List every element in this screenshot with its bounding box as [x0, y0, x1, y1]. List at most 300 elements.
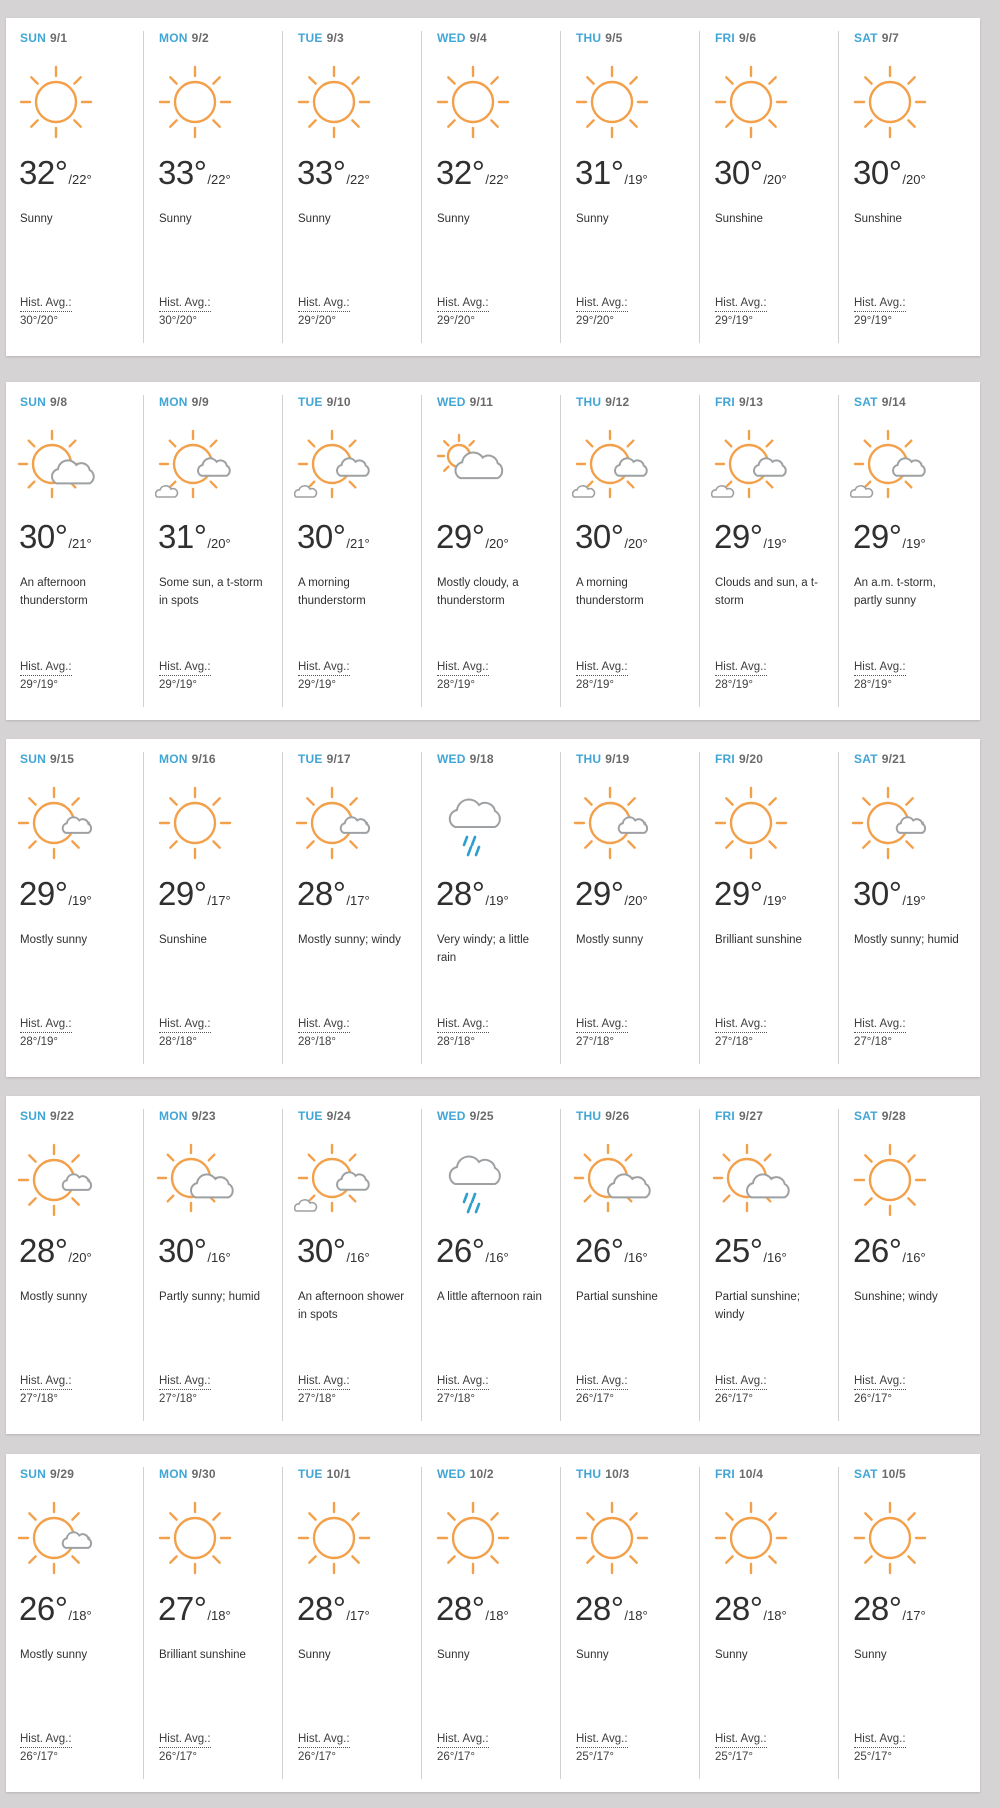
day-of-week: MON	[159, 752, 188, 766]
high-temp: 30°	[575, 518, 624, 555]
mostly-sunny-icon	[572, 783, 654, 865]
hist-avg-value: 27°/18°	[576, 1036, 614, 1048]
day-date: 9/29	[49, 1467, 75, 1481]
day-date: 9/23	[191, 1109, 216, 1123]
historical-average	[854, 296, 906, 330]
hist-avg-value: 26°/17°	[576, 1393, 614, 1405]
high-temp: 26°	[853, 1232, 902, 1269]
high-temp: 30°	[853, 875, 902, 912]
day-card[interactable]	[562, 1454, 701, 1792]
day-date: 9/28	[881, 1109, 906, 1123]
day-of-week: WED	[437, 752, 466, 766]
day-card[interactable]	[562, 739, 701, 1077]
day-divider	[282, 395, 283, 707]
temperature	[297, 1232, 370, 1270]
temperature	[297, 154, 370, 192]
low-temp: /22°	[68, 172, 92, 187]
hist-avg-value: 29°/19°	[159, 679, 197, 691]
weather-phrase: Sunny	[437, 1649, 470, 1661]
day-date: 9/27	[738, 1109, 764, 1123]
temperature	[19, 518, 92, 556]
weather-phrase: Partial sunshine; windy	[715, 1291, 801, 1321]
high-temp: 26°	[436, 1232, 485, 1269]
high-temp: 28°	[575, 1590, 624, 1627]
day-date: 9/19	[605, 752, 630, 766]
hist-avg-value: 28°/19°	[437, 679, 475, 691]
high-temp: 33°	[158, 154, 207, 191]
low-temp: /20°	[485, 536, 509, 551]
hist-avg-label[interactable]: Hist. Avg.:	[576, 1374, 628, 1390]
day-header	[576, 31, 623, 45]
weather-phrase: A morning thunderstorm	[298, 577, 366, 607]
low-temp: /19°	[902, 536, 926, 551]
day-of-week: TUE	[298, 31, 323, 45]
day-header	[159, 31, 209, 45]
temperature	[158, 1232, 231, 1270]
day-header	[20, 1467, 74, 1481]
day-date: 9/26	[605, 1109, 630, 1123]
day-of-week: SUN	[20, 1109, 46, 1123]
hist-avg-label[interactable]: Hist. Avg.:	[159, 296, 211, 312]
sun-icon	[433, 62, 515, 144]
hist-avg-value: 26°/17°	[437, 1751, 475, 1763]
day-divider	[560, 1467, 561, 1779]
weather-phrase: An afternoon thunderstorm	[20, 577, 88, 607]
hist-avg-label[interactable]: Hist. Avg.:	[576, 1732, 628, 1748]
week-row	[6, 1454, 980, 1792]
low-temp: /17°	[207, 893, 231, 908]
sun-icon	[155, 1498, 237, 1580]
weather-phrase: Partly sunny; humid	[159, 1291, 260, 1303]
temperature	[714, 154, 787, 192]
hist-avg-label[interactable]: Hist. Avg.:	[159, 1017, 211, 1033]
hist-avg-label[interactable]: Hist. Avg.:	[298, 1017, 350, 1033]
day-header	[159, 1467, 216, 1481]
day-of-week: FRI	[715, 1109, 735, 1123]
hist-avg-label[interactable]: Hist. Avg.:	[437, 296, 489, 312]
weather-phrase: Sunny	[298, 1649, 331, 1661]
temperature	[575, 1590, 648, 1628]
day-card[interactable]	[284, 1454, 423, 1792]
day-header	[298, 752, 351, 766]
hist-avg-label[interactable]: Hist. Avg.:	[298, 1732, 350, 1748]
sun-icon	[850, 62, 932, 144]
hist-avg-value: 26°/17°	[715, 1393, 753, 1405]
weather-phrase: Brilliant sunshine	[715, 934, 802, 946]
weather-phrase: Some sun, a t-storm in spots	[159, 577, 263, 607]
hist-avg-label[interactable]: Hist. Avg.:	[854, 296, 906, 312]
high-temp: 29°	[158, 875, 207, 912]
historical-average	[159, 1374, 211, 1408]
temperature	[158, 154, 231, 192]
day-header	[715, 1109, 763, 1123]
hist-avg-label[interactable]: Hist. Avg.:	[298, 296, 350, 312]
hist-avg-label[interactable]: Hist. Avg.:	[20, 296, 72, 312]
weather-phrase: Sunshine	[159, 934, 207, 946]
day-card[interactable]	[145, 18, 284, 356]
day-card[interactable]	[6, 1096, 145, 1434]
hist-avg-label[interactable]: Hist. Avg.:	[854, 1732, 906, 1748]
hist-avg-label[interactable]: Hist. Avg.:	[715, 1374, 767, 1390]
day-divider	[699, 752, 700, 1064]
day-of-week: MON	[159, 395, 188, 409]
historical-average	[298, 1017, 350, 1051]
low-temp: /19°	[763, 893, 787, 908]
day-divider	[143, 31, 144, 343]
day-divider	[421, 395, 422, 707]
historical-average	[854, 1732, 906, 1766]
day-date: 9/16	[191, 752, 216, 766]
low-temp: /20°	[763, 172, 787, 187]
day-of-week: TUE	[298, 1109, 323, 1123]
high-temp: 26°	[19, 1590, 68, 1627]
high-temp: 29°	[575, 875, 624, 912]
high-temp: 30°	[297, 518, 346, 555]
hist-avg-label[interactable]: Hist. Avg.:	[20, 1374, 72, 1390]
day-of-week: SAT	[854, 395, 878, 409]
day-header	[854, 395, 906, 409]
high-temp: 26°	[575, 1232, 624, 1269]
hist-avg-label[interactable]: Hist. Avg.:	[437, 1017, 489, 1033]
hist-avg-label[interactable]: Hist. Avg.:	[437, 1732, 489, 1748]
temperature	[714, 875, 787, 913]
high-temp: 30°	[853, 154, 902, 191]
day-date: 9/15	[49, 752, 75, 766]
temperature	[575, 1232, 648, 1270]
day-of-week: THU	[576, 31, 602, 45]
day-date: 9/22	[49, 1109, 75, 1123]
hist-avg-label[interactable]: Hist. Avg.:	[854, 1017, 906, 1033]
sun-cloud-icon	[572, 1140, 654, 1222]
temperature	[436, 154, 509, 192]
day-divider	[282, 1109, 283, 1421]
day-of-week: SUN	[20, 31, 46, 45]
hist-avg-label[interactable]: Hist. Avg.:	[298, 1374, 350, 1390]
hist-avg-label[interactable]: Hist. Avg.:	[715, 1732, 767, 1748]
day-card[interactable]	[423, 18, 562, 356]
weather-phrase: Sunny	[854, 1649, 887, 1661]
day-card[interactable]	[6, 739, 145, 1077]
week-row	[6, 1096, 980, 1434]
hist-avg-label[interactable]: Hist. Avg.:	[715, 296, 767, 312]
day-divider	[838, 1467, 839, 1779]
day-of-week: TUE	[298, 1467, 323, 1481]
weather-phrase: Mostly sunny	[20, 1649, 88, 1661]
temperature	[575, 518, 648, 556]
day-card[interactable]	[840, 1454, 979, 1792]
weather-phrase: Sunny	[715, 1649, 748, 1661]
day-card[interactable]	[562, 1096, 701, 1434]
hist-avg-label[interactable]: Hist. Avg.:	[437, 660, 489, 676]
high-temp: 33°	[297, 154, 346, 191]
day-header	[298, 1109, 351, 1123]
day-header	[298, 395, 351, 409]
day-header	[715, 31, 756, 45]
hist-avg-value: 26°/17°	[298, 1751, 336, 1763]
day-card[interactable]	[840, 382, 979, 720]
hist-avg-label[interactable]: Hist. Avg.:	[576, 660, 628, 676]
day-card[interactable]	[423, 1096, 562, 1434]
high-temp: 31°	[575, 154, 624, 191]
weather-phrase: Very windy; a little rain	[437, 934, 530, 964]
day-divider	[560, 395, 561, 707]
mostly-sunny-icon	[16, 1498, 98, 1580]
rain-icon	[433, 1140, 515, 1222]
day-divider	[143, 752, 144, 1064]
day-divider	[143, 1109, 144, 1421]
temperature	[575, 875, 648, 913]
day-header	[437, 752, 494, 766]
high-temp: 31°	[158, 518, 207, 555]
rain-icon	[433, 783, 515, 865]
high-temp: 28°	[714, 1590, 763, 1627]
temperature	[297, 875, 370, 913]
day-divider	[282, 1467, 283, 1779]
day-divider	[699, 1109, 700, 1421]
mostly-sunny-icon	[16, 1140, 98, 1222]
day-of-week: SAT	[854, 752, 878, 766]
day-divider	[560, 1109, 561, 1421]
day-card[interactable]	[145, 1454, 284, 1792]
day-date: 9/1	[49, 31, 68, 45]
day-of-week: THU	[576, 1109, 602, 1123]
week-row	[6, 18, 980, 356]
day-header	[576, 395, 629, 409]
day-card[interactable]	[701, 739, 840, 1077]
hist-avg-label[interactable]: Hist. Avg.:	[576, 1017, 628, 1033]
hist-avg-value: 27°/18°	[298, 1393, 336, 1405]
day-card[interactable]	[6, 1454, 145, 1792]
day-card[interactable]	[284, 739, 423, 1077]
weather-phrase: An a.m. t-storm, partly sunny	[854, 577, 936, 607]
day-of-week: WED	[437, 1467, 466, 1481]
day-of-week: WED	[437, 1109, 466, 1123]
hist-avg-value: 29°/20°	[437, 315, 475, 327]
day-card[interactable]	[423, 1454, 562, 1792]
high-temp: 30°	[158, 1232, 207, 1269]
day-date: 9/12	[605, 395, 630, 409]
weather-phrase: Sunny	[159, 213, 192, 225]
high-temp: 32°	[436, 154, 485, 191]
low-temp: /17°	[346, 1608, 370, 1623]
hist-avg-value: 29°/19°	[298, 679, 336, 691]
day-card[interactable]	[701, 18, 840, 356]
hist-avg-label[interactable]: Hist. Avg.:	[20, 660, 72, 676]
sun-icon	[155, 783, 237, 865]
historical-average	[20, 1017, 72, 1051]
day-date: 10/2	[469, 1467, 494, 1481]
day-date: 9/13	[738, 395, 764, 409]
day-card[interactable]	[6, 382, 145, 720]
day-card[interactable]	[284, 18, 423, 356]
day-of-week: TUE	[298, 395, 323, 409]
historical-average	[576, 296, 628, 330]
sun-cloud-small-icon	[294, 1140, 376, 1222]
sun-cloud-icon	[155, 1140, 237, 1222]
day-card[interactable]	[6, 18, 145, 356]
day-of-week: MON	[159, 1467, 188, 1481]
weather-phrase: Mostly cloudy, a thunderstorm	[437, 577, 519, 607]
hist-avg-label[interactable]: Hist. Avg.:	[159, 1732, 211, 1748]
historical-average	[20, 1374, 72, 1408]
sun-icon	[294, 62, 376, 144]
sun-icon	[711, 783, 793, 865]
day-card[interactable]	[840, 18, 979, 356]
temperature	[853, 1232, 926, 1270]
day-card[interactable]	[145, 1096, 284, 1434]
day-divider	[143, 1467, 144, 1779]
temperature	[19, 1590, 92, 1628]
high-temp: 28°	[297, 1590, 346, 1627]
historical-average	[298, 1732, 350, 1766]
day-divider	[560, 31, 561, 343]
low-temp: /19°	[68, 893, 92, 908]
low-temp: /19°	[624, 172, 648, 187]
weather-phrase: Mostly sunny; windy	[298, 934, 401, 946]
day-date: 9/8	[49, 395, 68, 409]
day-divider	[699, 395, 700, 707]
temperature	[436, 1232, 509, 1270]
temperature	[158, 875, 231, 913]
day-card[interactable]	[701, 1454, 840, 1792]
day-card[interactable]	[423, 739, 562, 1077]
hist-avg-value: 27°/18°	[715, 1036, 753, 1048]
hist-avg-label[interactable]: Hist. Avg.:	[159, 660, 211, 676]
day-date: 9/14	[881, 395, 906, 409]
hist-avg-value: 29°/19°	[854, 315, 892, 327]
day-date: 9/18	[469, 752, 494, 766]
hist-avg-label[interactable]: Hist. Avg.:	[298, 660, 350, 676]
day-header	[854, 1467, 906, 1481]
low-temp: /18°	[624, 1608, 648, 1623]
day-header	[159, 1109, 216, 1123]
historical-average	[715, 1732, 767, 1766]
historical-average	[159, 296, 211, 330]
day-header	[854, 1109, 906, 1123]
weather-phrase: Sunshine; windy	[854, 1291, 938, 1303]
low-temp: /19°	[485, 893, 509, 908]
day-card[interactable]	[562, 18, 701, 356]
historical-average	[437, 1017, 489, 1051]
temperature	[436, 518, 509, 556]
sun-icon	[850, 1498, 932, 1580]
day-card[interactable]	[145, 382, 284, 720]
day-header	[20, 1109, 74, 1123]
day-card[interactable]	[284, 382, 423, 720]
historical-average	[298, 296, 350, 330]
high-temp: 30°	[19, 518, 68, 555]
hist-avg-label[interactable]: Hist. Avg.:	[854, 660, 906, 676]
low-temp: /22°	[207, 172, 231, 187]
low-temp: /17°	[902, 1608, 926, 1623]
hist-avg-label[interactable]: Hist. Avg.:	[20, 1017, 72, 1033]
temperature	[297, 1590, 370, 1628]
sun-cloud-small-icon	[572, 426, 654, 508]
hist-avg-value: 27°/18°	[437, 1393, 475, 1405]
day-card[interactable]	[562, 382, 701, 720]
day-card[interactable]	[284, 1096, 423, 1434]
hist-avg-label[interactable]: Hist. Avg.:	[576, 296, 628, 312]
low-temp: /19°	[902, 893, 926, 908]
weather-phrase: A little afternoon rain	[437, 1291, 542, 1303]
high-temp: 25°	[714, 1232, 763, 1269]
day-card[interactable]	[423, 382, 562, 720]
hist-avg-label[interactable]: Hist. Avg.:	[159, 1374, 211, 1390]
temperature	[714, 1590, 787, 1628]
day-of-week: FRI	[715, 752, 735, 766]
day-of-week: TUE	[298, 752, 323, 766]
temperature	[853, 1590, 926, 1628]
day-card[interactable]	[840, 1096, 979, 1434]
low-temp: /20°	[624, 536, 648, 551]
mostly-cloudy-icon	[433, 426, 515, 508]
high-temp: 28°	[297, 875, 346, 912]
hist-avg-value: 27°/18°	[20, 1393, 58, 1405]
historical-average	[715, 296, 767, 330]
hist-avg-value: 29°/19°	[715, 315, 753, 327]
day-header	[576, 1467, 629, 1481]
day-of-week: SAT	[854, 1109, 878, 1123]
hist-avg-value: 28°/18°	[437, 1036, 475, 1048]
low-temp: /18°	[763, 1608, 787, 1623]
historical-average	[715, 1374, 767, 1408]
hist-avg-value: 28°/19°	[715, 679, 753, 691]
low-temp: /16°	[485, 1250, 509, 1265]
hist-avg-value: 25°/17°	[576, 1751, 614, 1763]
sun-icon	[294, 1498, 376, 1580]
temperature	[297, 518, 370, 556]
day-date: 9/10	[326, 395, 351, 409]
sun-cloud-icon	[16, 426, 98, 508]
high-temp: 28°	[436, 875, 485, 912]
day-header	[576, 1109, 629, 1123]
day-card[interactable]	[701, 382, 840, 720]
day-of-week: SAT	[854, 31, 878, 45]
day-header	[854, 752, 906, 766]
day-of-week: THU	[576, 1467, 602, 1481]
day-header	[20, 752, 74, 766]
low-temp: /16°	[346, 1250, 370, 1265]
historical-average	[576, 1017, 628, 1051]
hist-avg-label[interactable]: Hist. Avg.:	[854, 1374, 906, 1390]
hist-avg-label[interactable]: Hist. Avg.:	[715, 1017, 767, 1033]
weather-phrase: An afternoon shower in spots	[298, 1291, 405, 1321]
hist-avg-value: 28°/18°	[298, 1036, 336, 1048]
day-of-week: SUN	[20, 395, 46, 409]
hist-avg-value: 25°/17°	[854, 1751, 892, 1763]
historical-average	[854, 1017, 906, 1051]
day-of-week: SAT	[854, 1467, 878, 1481]
day-date: 10/1	[326, 1467, 351, 1481]
historical-average	[159, 1017, 211, 1051]
day-card[interactable]	[145, 739, 284, 1077]
temperature	[158, 1590, 231, 1628]
weather-phrase: Clouds and sun, a t-storm	[715, 577, 818, 607]
hist-avg-label[interactable]: Hist. Avg.:	[20, 1732, 72, 1748]
day-date: 9/11	[469, 395, 494, 409]
day-card[interactable]	[840, 739, 979, 1077]
day-divider	[838, 752, 839, 1064]
low-temp: /20°	[68, 1250, 92, 1265]
day-of-week: FRI	[715, 1467, 735, 1481]
weather-phrase: Mostly sunny; humid	[854, 934, 959, 946]
historical-average	[854, 1374, 906, 1408]
weather-phrase: Sunny	[576, 1649, 609, 1661]
hist-avg-label[interactable]: Hist. Avg.:	[715, 660, 767, 676]
day-of-week: WED	[437, 395, 466, 409]
hist-avg-label[interactable]: Hist. Avg.:	[437, 1374, 489, 1390]
day-card[interactable]	[701, 1096, 840, 1434]
